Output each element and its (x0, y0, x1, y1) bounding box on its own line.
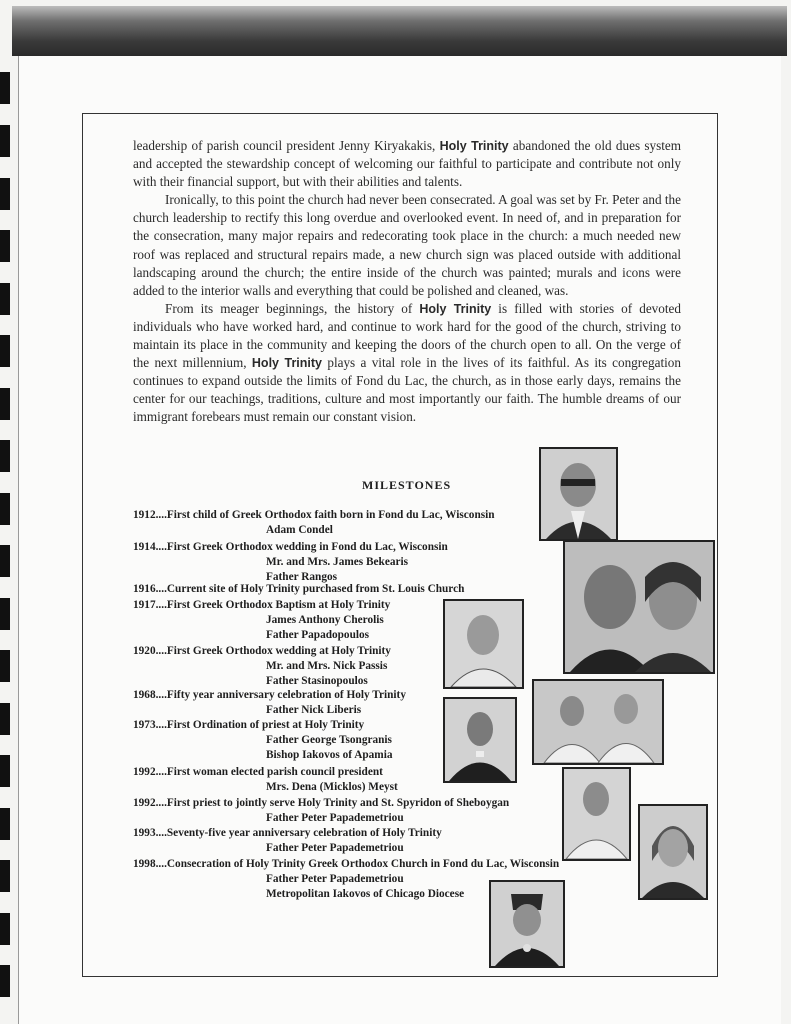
portrait-photo-man-glasses (539, 447, 618, 541)
binder-hole (0, 913, 10, 945)
paragraph-3 (133, 300, 681, 427)
paragraph-text: leadership of parish council president Jenny Kiryakakis, (133, 138, 440, 153)
milestone-person: James Anthony Cherolis (266, 614, 384, 626)
binder-hole (0, 125, 10, 157)
milestone-person: Father Rangos (266, 571, 338, 583)
paragraph-2: Ironically, to this point the church had never been consecrated. A goal was set by Fr. Peter and the church leadership to rectify this long overdue and overlooked event. In need of, and in preparation for the consecration, many major repairs and redecorating took place in the church: a much needed new roof was replaced and structural repairs made, a new church sign was placed outside with additional landscaping around the church; the entire inside of the church was painted; murals and icons were added to the interior walls and everything that could be polished and cleaned, was. (133, 192, 681, 298)
binder-hole (0, 965, 10, 997)
binder-hole (0, 703, 10, 735)
milestone-entry: 1917....First Greek Orthodox Baptism at Holy Trinity (133, 599, 391, 611)
milestone-entry: 1992....First woman elected parish council president (133, 766, 383, 778)
milestone-person: Bishop Iakovos of Apamia (266, 749, 393, 761)
binder-hole (0, 388, 10, 420)
milestone-person: Mrs. Dena (Micklos) Meyst (266, 781, 398, 793)
milestone-person: Father Papadopoulos (266, 629, 370, 641)
binder-hole (0, 335, 10, 367)
milestone-person: Father Peter Papademetriou (266, 842, 404, 854)
binder-hole (0, 545, 10, 577)
milestones-heading: MILESTONES (362, 478, 452, 492)
paragraph-text: From its meager beginnings, the history of (165, 300, 420, 316)
church-name: Holy Trinity (251, 356, 323, 371)
portrait-photo-woman (638, 804, 708, 900)
binder-hole (0, 283, 10, 315)
paragraph-text: is filled with stories of devoted individuals who have worked hard, and continue to work hard for the good of the church, striving to maintain its place in the community and keeping the doors of the church open to all. On the verge of the next millennium, (133, 300, 681, 371)
paragraph-text: abandoned the old dues system and accepted the stewardship concept of welcoming our faithful to participate and contribute not only with their financial support, but with their abilities and talents. (133, 138, 682, 190)
milestone-entry: 1968....Fifty year anniversary celebration of Holy Trinity (133, 689, 406, 701)
milestone-entry: 1993....Seventy-five year anniversary celebration of Holy Trinity (133, 827, 442, 839)
church-name: Holy Trinity (439, 139, 509, 153)
scan-top-edge (12, 6, 787, 56)
milestone-person: Father Peter Papademetriou (266, 873, 404, 885)
paragraph-1 (133, 137, 681, 191)
binder-hole (0, 650, 10, 682)
binder-hole (0, 72, 10, 104)
binder-holes (0, 0, 12, 1024)
binder-hole (0, 493, 10, 525)
milestone-entry: 1916....Current site of Holy Trinity purchased from St. Louis Church (133, 583, 465, 595)
binder-hole (0, 440, 10, 472)
binder-hole (0, 230, 10, 262)
binder-hole (0, 755, 10, 787)
binder-hole (0, 178, 10, 210)
milestone-entry: 1912....First child of Greek Orthodox faith born in Fond du Lac, Wisconsin (133, 509, 495, 521)
milestone-entry: 1914....First Greek Orthodox wedding in Fond du Lac, Wisconsin (133, 541, 448, 553)
milestone-entry: 1920....First Greek Orthodox wedding at Holy Trinity (133, 645, 391, 657)
portrait-photo-metropolitan (489, 880, 565, 968)
binder-hole (0, 598, 10, 630)
portrait-photo-elderly-man (443, 599, 524, 689)
binder-hole (0, 808, 10, 840)
milestone-entry: 1992....First priest to jointly serve Holy Trinity and St. Spyridon of Sheboygan (133, 797, 510, 809)
milestone-person: Metropolitan Iakovos of Chicago Diocese (266, 888, 465, 900)
milestone-person: Father Nick Liberis (266, 704, 362, 716)
portrait-photo-man-collar (562, 767, 631, 861)
paragraph-text: plays a vital role in the lives of its faithful. As its congregation continues to expand outside the limits of Fond du Lac, the church, as in those early days, remains the center for our teachings, traditions, culture and most importantly our faith. The humble dreams of our immigrant forebears must remain our constant vision. (133, 355, 681, 425)
milestone-person: Mr. and Mrs. James Bekearis (266, 556, 409, 568)
portrait-photo-priest (443, 697, 517, 783)
milestone-person: Mr. and Mrs. Nick Passis (266, 660, 388, 672)
church-name: Holy Trinity (419, 301, 492, 316)
milestone-entry: 1998....Consecration of Holy Trinity Greek Orthodox Church in Fond du Lac, Wisconsin (133, 858, 560, 870)
couple-wedding-photo (563, 540, 715, 674)
milestone-person: Father Peter Papademetriou (266, 812, 404, 824)
milestone-person: Father Stasinopoulos (266, 675, 368, 687)
two-men-photo (532, 679, 664, 765)
history-narrative (133, 137, 681, 427)
binder-hole (0, 860, 10, 892)
milestone-entry: 1973....First Ordination of priest at Holy Trinity (133, 719, 365, 731)
milestone-person: Father George Tsongranis (266, 734, 392, 746)
milestone-person: Adam Condel (266, 524, 333, 536)
